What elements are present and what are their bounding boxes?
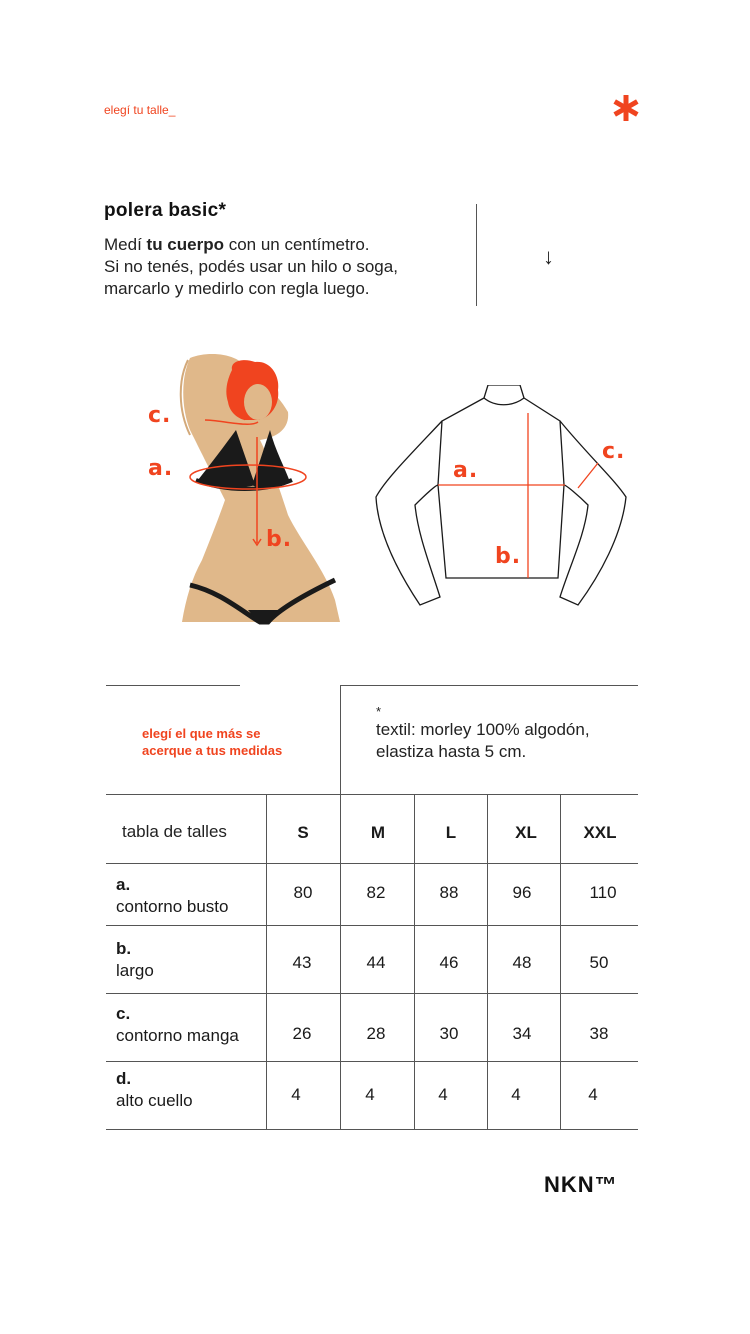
note-star: * [376, 704, 382, 719]
table-cell: 46 [439, 953, 459, 972]
table-rule [106, 794, 638, 795]
shirt-label-c: c. [602, 439, 626, 464]
choose-line-2: acerque a tus medidas [142, 743, 283, 758]
table-cell: 4 [291, 1085, 301, 1104]
row-key: b. [116, 939, 132, 958]
table-cell: 26 [292, 1024, 312, 1043]
size-header-xl: XL [515, 823, 537, 842]
intro-text [104, 234, 464, 300]
table-cell: 80 [293, 883, 313, 902]
shirt-measurement-illustration [360, 385, 650, 620]
intro-post: con un centímetro. [223, 235, 370, 254]
row-name: largo [116, 961, 154, 980]
table-rule [106, 685, 240, 686]
vertical-divider [476, 204, 477, 306]
table-cell: 96 [512, 883, 532, 902]
table-cell: 48 [512, 953, 532, 972]
choose-line-1: elegí el que más se [142, 726, 261, 741]
table-cell: 50 [589, 953, 609, 972]
table-rule [560, 794, 561, 1129]
table-cell: 4 [588, 1085, 598, 1104]
woman-label-b: b. [266, 527, 293, 552]
table-row-label [116, 1068, 193, 1112]
choose-size-note [142, 725, 282, 759]
down-arrow-icon: ↓ [543, 244, 554, 269]
note-line-1: textil: morley 100% algodón, [376, 720, 590, 739]
fabric-note [376, 705, 590, 763]
table-cell: 4 [365, 1085, 375, 1104]
table-cell: 34 [512, 1024, 532, 1043]
shirt-label-b: b. [495, 544, 522, 569]
shirt-label-a: a. [453, 458, 479, 483]
table-cell: 4 [511, 1085, 521, 1104]
table-cell: 88 [439, 883, 459, 902]
table-rule [106, 925, 638, 926]
table-cell: 110 [589, 883, 617, 902]
table-rule [106, 863, 638, 864]
table-cell: 30 [439, 1024, 459, 1043]
intro-pre: Medí [104, 235, 147, 254]
row-key: a. [116, 875, 131, 894]
table-cell: 44 [366, 953, 386, 972]
table-cell: 4 [438, 1085, 448, 1104]
table-rule [414, 794, 415, 1129]
row-name: contorno manga [116, 1026, 239, 1045]
table-row-label [116, 1003, 239, 1047]
table-header-label: tabla de talles [122, 822, 227, 841]
intro-line-2: Si no tenés, podés usar un hilo o soga, [104, 257, 398, 276]
note-line-2: elastiza hasta 5 cm. [376, 742, 527, 761]
table-rule [106, 1129, 638, 1130]
table-row-label [116, 938, 154, 982]
table-cell: 28 [366, 1024, 386, 1043]
table-rule [487, 794, 488, 1129]
woman-label-c: c. [148, 403, 172, 428]
table-rule [340, 685, 341, 1129]
size-header-s: S [297, 823, 309, 842]
row-name: contorno busto [116, 897, 229, 916]
intro-bold: tu cuerpo [146, 235, 224, 254]
kicker-text: elegí tu talle_ [104, 103, 176, 117]
size-header-m: M [370, 823, 386, 842]
brand-logo: NKN™ [544, 1172, 618, 1197]
asterisk-icon [610, 92, 642, 129]
row-name: alto cuello [116, 1091, 193, 1110]
product-title: polera basic* [104, 200, 227, 221]
woman-label-a: a. [148, 456, 174, 481]
size-header-l: L [445, 823, 457, 842]
table-row-label [116, 874, 228, 918]
row-key: c. [116, 1004, 131, 1023]
intro-line-3: marcarlo y medirlo con regla luego. [104, 279, 370, 298]
table-cell: 43 [292, 953, 312, 972]
table-rule [106, 1061, 638, 1062]
table-rule [266, 794, 267, 1129]
table-cell: 82 [366, 883, 386, 902]
body-measurement-illustration [130, 340, 360, 635]
table-rule [340, 685, 638, 686]
size-header-xxl: XXL [583, 823, 617, 842]
table-rule [106, 993, 638, 994]
table-cell: 38 [589, 1024, 609, 1043]
row-key: d. [116, 1069, 132, 1088]
